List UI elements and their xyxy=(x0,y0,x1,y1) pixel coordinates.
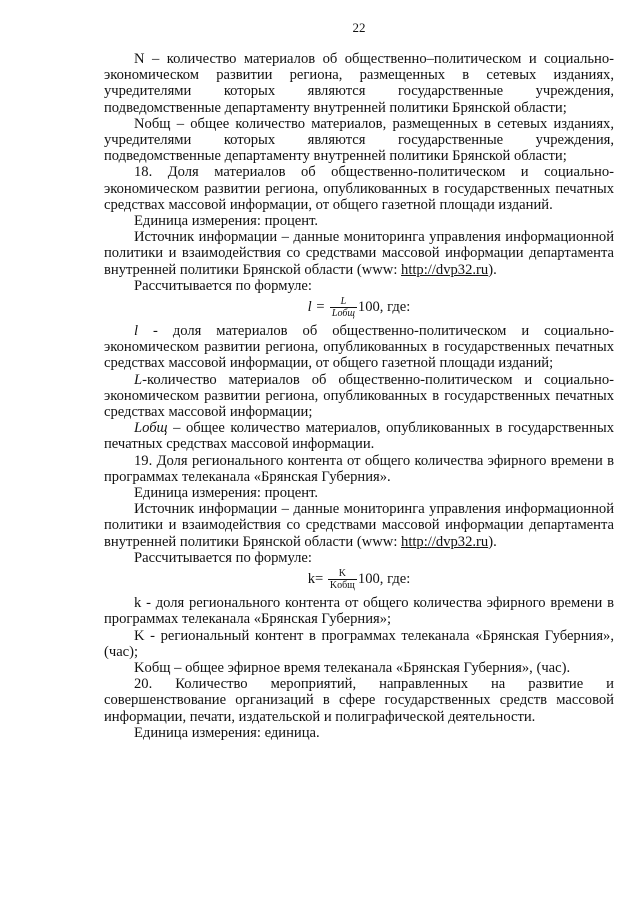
source-link[interactable]: http://dvp32.ru xyxy=(401,533,489,550)
paragraph-item-19: 19. Доля регионального контента от общего количества эфирного времени в программах телеканала «Брянская Губерния». xyxy=(104,452,614,485)
formula-denominator: Kобщ xyxy=(329,580,355,592)
formula-fraction xyxy=(330,296,357,319)
formula-numerator: L xyxy=(330,296,357,308)
paragraph-source-18 xyxy=(104,229,614,278)
formula-lhs: l = xyxy=(307,298,326,315)
paragraph-k-definition: k - доля регионального контента от общего количества эфирного времени в программах телеканала «Брянская Губерния»; xyxy=(104,595,614,628)
paragraph-formula-intro-18: Рассчитывается по формуле: xyxy=(134,277,312,294)
source-text: Источник информации – данные мониторинга управления информационной политики и взаимодействия со средствами массовой информации департамента внутренней политики Брянской области (www: xyxy=(104,501,614,550)
l-definition-text: - доля материалов об общественно-политическом и социально-экономическом развитии региона, опубликованных в государственных печатных средствах массовой информации, от общего газетной площади изданий; xyxy=(104,323,614,372)
page-number: 22 xyxy=(352,20,366,35)
formula-k xyxy=(104,568,614,591)
paragraph-unit-20: Единица измерения: единица. xyxy=(134,724,320,741)
formula-lhs: k= xyxy=(307,570,324,587)
formula-l xyxy=(104,296,614,319)
paragraph-l-definition xyxy=(104,323,614,372)
paragraph-unit-19: Единица измерения: процент. xyxy=(134,485,319,502)
paragraph-source-19 xyxy=(104,501,614,550)
source-end: ). xyxy=(488,261,497,278)
paragraph-formula-intro-19: Рассчитывается по формуле: xyxy=(134,549,312,566)
source-link[interactable]: http://dvp32.ru xyxy=(401,261,489,278)
paragraph-item-18: 18. Доля материалов об общественно-политическом и социально-экономическом развитии региона, опубликованных в государственных печатных средствах массовой информации, от общего газетной площади изданий. xyxy=(104,164,614,213)
var-l: l xyxy=(134,323,139,340)
paragraph-Kobsh-definition: Kобщ – общее эфирное время телеканала «Брянская Губерния», (час). xyxy=(134,659,571,676)
Lobsh-definition-text: – общее количество материалов, опубликованных в государственных печатных средствах массовой информации. xyxy=(104,420,614,453)
paragraph-unit-18: Единица измерения: процент. xyxy=(134,213,319,230)
var-Lobsh: Lобщ xyxy=(134,420,168,437)
formula-rhs: 100, где: xyxy=(357,298,411,315)
formula-rhs: 100, где: xyxy=(357,570,411,587)
paragraph-nobsh-definition: Nобщ – общее количество материалов, размещенных в сетевых изданиях, учредителями которых являются государственные учреждения, подведомственные департаменту внутренней политики Брянской области; xyxy=(104,115,614,165)
source-end: ). xyxy=(488,533,497,550)
paragraph-L-definition xyxy=(104,372,614,421)
paragraph-Lobsh-definition xyxy=(104,420,614,452)
formula-numerator: K xyxy=(328,568,357,580)
paragraph-K-definition: K - региональный контент в программах телеканала «Брянская Губерния», (час); xyxy=(104,627,614,660)
L-definition-text: -количество материалов об общественно-политическом и социально-экономическом развитии региона, опубликованных в государственных печатных средствах массовой информации; xyxy=(104,371,614,421)
formula-fraction xyxy=(328,568,357,591)
formula-denominator: Lобщ xyxy=(331,308,355,320)
paragraph-n-definition: N – количество материалов об общественно–политическом и социально-экономическом развитии региона, размещенных в сетевых изданиях, учредителями которых являются государственные учреждения, подведомственные департаменту внутренней политики Брянской области; xyxy=(104,51,614,116)
source-text: Источник информации – данные мониторинга управления информационной политики и взаимодействия со средствами массовой информации департамента внутренней политики Брянской области (www: xyxy=(104,229,614,278)
var-L: L xyxy=(134,371,143,388)
paragraph-item-20: 20. Количество мероприятий, направленных на развитие и совершенствование организаций в сфере государственных средств массовой информации, печати, издательской и полиграфической деятельности. xyxy=(104,676,614,725)
